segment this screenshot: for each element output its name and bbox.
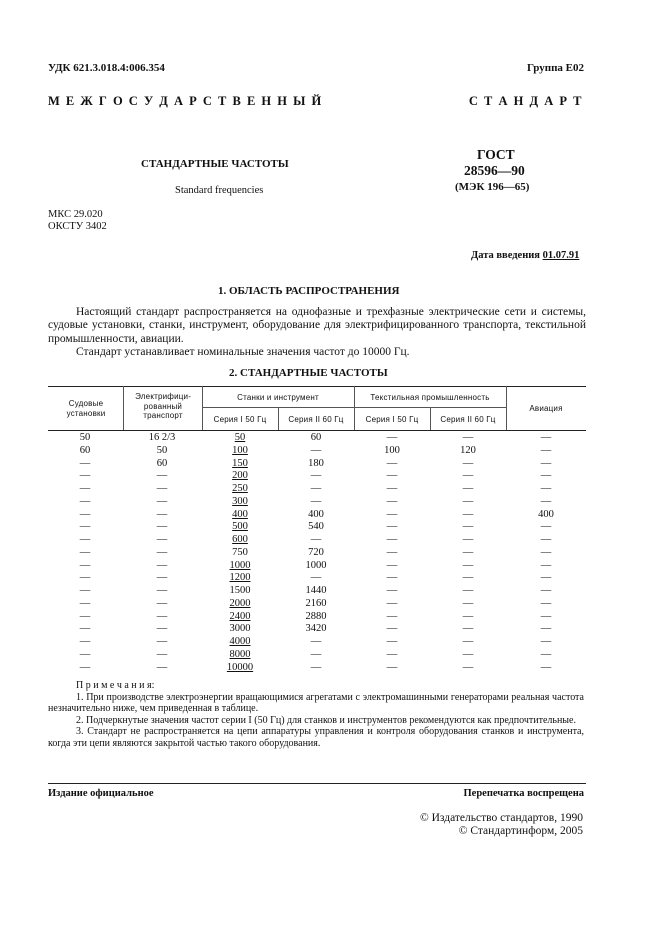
table-cell-r0-c1: 16 2/3 bbox=[148, 432, 176, 443]
table-cell-r4-c2: 250 bbox=[232, 483, 248, 494]
reprint-prohibited: Перепечатка воспрещена bbox=[463, 788, 584, 799]
notes-block bbox=[48, 680, 584, 750]
table-cell-r7-c4: — bbox=[386, 521, 398, 533]
table-cell-r15-c2: 3000 bbox=[229, 623, 251, 635]
table-cell-r18-c6: — bbox=[540, 661, 552, 673]
table-cell-r1-c6: — bbox=[540, 444, 552, 456]
table-cell-r11-c1: — bbox=[156, 572, 168, 584]
section2-heading: 2. СТАНДАРТНЫЕ ЧАСТОТЫ bbox=[229, 367, 388, 379]
table-cell-r12-c2: 1500 bbox=[229, 585, 251, 596]
table-cell-r8-c1: — bbox=[156, 534, 168, 545]
intro-date bbox=[471, 250, 579, 261]
table-cell-r11-c3: — bbox=[310, 572, 322, 584]
copyright-1990: © Издательство стандартов, 1990 bbox=[419, 812, 583, 824]
table-cell-r1-c2: 100 bbox=[232, 444, 248, 456]
table-cell-r10-c2: 1000 bbox=[229, 559, 251, 571]
table-cell-r8-c3: — bbox=[310, 534, 322, 545]
table-cell-r17-c2: 8000 bbox=[229, 648, 251, 660]
table-cell-r18-c4: — bbox=[386, 661, 398, 673]
table-cell-r9-c3: 720 bbox=[308, 546, 324, 558]
table-cell-r5-c0: — bbox=[79, 495, 91, 507]
table-cell-r2-c4: — bbox=[386, 457, 398, 469]
table-cell-r17-c6: — bbox=[540, 648, 552, 660]
header-textile-series2: Серия II 60 Гц bbox=[440, 415, 496, 424]
table-cell-r2-c6: — bbox=[540, 457, 552, 469]
table-cell-r8-c2: 600 bbox=[232, 534, 248, 545]
table-cell-r4-c0: — bbox=[79, 483, 91, 494]
table-cell-r4-c1: — bbox=[156, 483, 168, 494]
table-cell-r17-c0: — bbox=[79, 648, 91, 660]
section1-heading: 1. ОБЛАСТЬ РАСПРОСТРАНЕНИЯ bbox=[218, 285, 400, 297]
table-cell-r0-c5: — bbox=[462, 432, 474, 443]
table-cell-r14-c2: 2400 bbox=[229, 610, 251, 622]
table-cell-r5-c3: — bbox=[310, 495, 322, 507]
table-cell-r13-c1: — bbox=[156, 597, 168, 609]
mks-code: МКС 29.020 bbox=[48, 209, 103, 220]
table-cell-r9-c4: — bbox=[386, 546, 398, 558]
table-cell-r5-c4: — bbox=[386, 495, 398, 507]
table-cell-r0-c0: 50 bbox=[79, 432, 91, 443]
table-cell-r4-c4: — bbox=[386, 483, 398, 494]
gost-label: ГОСТ bbox=[477, 147, 515, 162]
table-cell-r18-c1: — bbox=[156, 661, 168, 673]
table-cell-r4-c6: — bbox=[540, 483, 552, 494]
header-tools-series2: Серия II 60 Гц bbox=[288, 415, 344, 424]
table-cell-r15-c5: — bbox=[462, 623, 474, 635]
table-cell-r3-c4: — bbox=[386, 470, 398, 482]
header-aviation: Авиация bbox=[529, 404, 563, 413]
table-cell-r15-c3: 3420 bbox=[305, 623, 327, 635]
table-cell-r1-c3: — bbox=[310, 444, 322, 456]
table-cell-r16-c1: — bbox=[156, 636, 168, 647]
table-cell-r16-c5: — bbox=[462, 636, 474, 647]
table-cell-r1-c4: 100 bbox=[384, 444, 400, 456]
table-cell-r9-c6: — bbox=[540, 546, 552, 558]
table-cell-r11-c4: — bbox=[386, 572, 398, 584]
header-tools-series1: Серия I 50 Гц bbox=[213, 415, 267, 424]
table-cell-r18-c3: — bbox=[310, 661, 322, 673]
table-cell-r12-c5: — bbox=[462, 585, 474, 596]
table-cell-r2-c1: 60 bbox=[156, 457, 168, 469]
table-cell-r1-c0: 60 bbox=[79, 444, 91, 456]
okstu-code: ОКСТУ 3402 bbox=[48, 221, 107, 232]
table-cell-r6-c6: 400 bbox=[538, 508, 554, 520]
table-cell-r14-c6: — bbox=[540, 610, 552, 622]
header-tools: Станки и инструмент bbox=[237, 393, 319, 402]
intro-date-label: Дата введения bbox=[471, 250, 540, 261]
document-title: СТАНДАРТНЫЕ ЧАСТОТЫ bbox=[141, 158, 289, 170]
table-cell-r3-c1: — bbox=[156, 470, 168, 482]
table-cell-r4-c3: — bbox=[310, 483, 322, 494]
notes-title: П р и м е ч а н и я: bbox=[76, 680, 155, 691]
table-cell-r14-c5: — bbox=[462, 610, 474, 622]
table-cell-r13-c3: 2160 bbox=[305, 597, 327, 609]
note-1: 1. При производстве электроэнергии вращающимися агрегатами с электромашинными генераторами реальная частота незначительно ниже, чем приведенная в таблице. bbox=[48, 691, 584, 715]
table-cell-r7-c2: 500 bbox=[232, 521, 248, 533]
note-2: 2. Подчеркнутые значения частот серии I (50 Гц) для станков и инструментов рекомендуются как предпочтительные. bbox=[76, 714, 576, 726]
table-cell-r3-c0: — bbox=[79, 470, 91, 482]
table-cell-r16-c6: — bbox=[540, 636, 552, 647]
note-3: 3. Стандарт не распространяется на цепи аппаратуры управления и контроля оборудования станков и инструмента, когда эти цепи являются закрытой частью такого оборудования. bbox=[48, 726, 584, 749]
section1-paragraph-1: Настоящий стандарт распространяется на однофазные и трехфазные электрические сети и системы, судовые установки, станки, инструмент, оборудование для электрифицированного транспорта, текстильной промышленности, авиации. bbox=[48, 306, 586, 345]
header-marine: Судовые установки bbox=[66, 399, 106, 418]
copyright-2005: © Стандартинформ, 2005 bbox=[458, 825, 583, 837]
table-cell-r6-c0: — bbox=[79, 508, 91, 520]
table-cell-r2-c3: 180 bbox=[308, 457, 324, 469]
table-cell-r15-c1: — bbox=[156, 623, 168, 635]
section1-body bbox=[48, 306, 586, 359]
table-cell-r5-c5: — bbox=[462, 495, 474, 507]
table-cell-r0-c6: — bbox=[540, 432, 552, 443]
document-title-english: Standard frequencies bbox=[175, 185, 264, 196]
table-cell-r9-c1: — bbox=[156, 546, 168, 558]
table-cell-r11-c2: 1200 bbox=[229, 572, 251, 584]
table-cell-r12-c6: — bbox=[540, 585, 552, 596]
table-cell-r3-c6: — bbox=[540, 470, 552, 482]
table-cell-r16-c3: — bbox=[310, 636, 322, 647]
table-cell-r7-c3: 540 bbox=[308, 521, 324, 533]
table-cell-r15-c0: — bbox=[79, 623, 91, 635]
table-cell-r17-c3: — bbox=[310, 648, 322, 660]
table-cell-r12-c4: — bbox=[386, 585, 398, 596]
table-cell-r12-c0: — bbox=[79, 585, 91, 596]
table-cell-r8-c5: — bbox=[462, 534, 474, 545]
table-cell-r6-c3: 400 bbox=[308, 508, 324, 520]
table-cell-r16-c2: 4000 bbox=[229, 636, 251, 647]
table-cell-r18-c2: 10000 bbox=[226, 661, 254, 673]
table-cell-r8-c4: — bbox=[386, 534, 398, 545]
table-cell-r3-c3: — bbox=[310, 470, 322, 482]
table-cell-r6-c5: — bbox=[462, 508, 474, 520]
table-cell-r15-c4: — bbox=[386, 623, 398, 635]
table-cell-r7-c1: — bbox=[156, 521, 168, 533]
table-cell-r2-c2: 150 bbox=[232, 457, 248, 469]
table-cell-r12-c1: — bbox=[156, 585, 168, 596]
table-cell-r5-c2: 300 bbox=[232, 495, 248, 507]
table-cell-r18-c5: — bbox=[462, 661, 474, 673]
standard-banner-right: С Т А Н Д А Р Т bbox=[468, 94, 583, 108]
table-cell-r11-c6: — bbox=[540, 572, 552, 584]
table-cell-r17-c1: — bbox=[156, 648, 168, 660]
table-cell-r10-c1: — bbox=[156, 559, 168, 571]
table-cell-r11-c0: — bbox=[79, 572, 91, 584]
table-cell-r13-c2: 2000 bbox=[229, 597, 251, 609]
table-cell-r14-c0: — bbox=[79, 610, 91, 622]
table-cell-r13-c0: — bbox=[79, 597, 91, 609]
group-code: Группа Е02 bbox=[526, 62, 584, 74]
table-cell-r13-c5: — bbox=[462, 597, 474, 609]
udk-code: УДК 621.3.018.4:006.354 bbox=[48, 62, 165, 74]
table-cell-r17-c4: — bbox=[386, 648, 398, 660]
header-textile-series1: Серия I 50 Гц bbox=[365, 415, 419, 424]
table-cell-r1-c1: 50 bbox=[156, 444, 168, 456]
table-cell-r16-c0: — bbox=[79, 636, 91, 647]
table-cell-r0-c4: — bbox=[386, 432, 398, 443]
table-cell-r16-c4: — bbox=[386, 636, 398, 647]
table-cell-r10-c6: — bbox=[540, 559, 552, 571]
table-cell-r3-c2: 200 bbox=[232, 470, 248, 482]
header-electric-transport: Электрифицированный транспорт bbox=[135, 392, 191, 420]
table-cell-r10-c4: — bbox=[386, 559, 398, 571]
standard-banner-left: М Е Ж Г О С У Д А Р С Т В Е Н Н Ы Й bbox=[48, 94, 323, 108]
table-cell-r15-c6: — bbox=[540, 623, 552, 635]
table-cell-r6-c1: — bbox=[156, 508, 168, 520]
table-cell-r7-c5: — bbox=[462, 521, 474, 533]
table-cell-r13-c6: — bbox=[540, 597, 552, 609]
table-cell-r8-c0: — bbox=[79, 534, 91, 545]
table-cell-r6-c4: — bbox=[386, 508, 398, 520]
table-cell-r14-c4: — bbox=[386, 610, 398, 622]
table-cell-r3-c5: — bbox=[462, 470, 474, 482]
table-cell-r0-c3: 60 bbox=[310, 432, 322, 443]
table-cell-r10-c3: 1000 bbox=[305, 559, 327, 571]
table-cell-r2-c0: — bbox=[79, 457, 91, 469]
table-cell-r5-c1: — bbox=[156, 495, 168, 507]
table-cell-r14-c3: 2880 bbox=[305, 610, 327, 622]
table-cell-r9-c0: — bbox=[79, 546, 91, 558]
table-cell-r10-c0: — bbox=[79, 559, 91, 571]
table-cell-r5-c6: — bbox=[540, 495, 552, 507]
table-cell-r1-c5: 120 bbox=[460, 444, 476, 456]
iec-reference: (МЭК 196—65) bbox=[455, 181, 530, 193]
table-cell-r9-c5: — bbox=[462, 546, 474, 558]
table-cell-r2-c5: — bbox=[462, 457, 474, 469]
table-cell-r7-c6: — bbox=[540, 521, 552, 533]
table-cell-r17-c5: — bbox=[462, 648, 474, 660]
table-cell-r12-c3: 1440 bbox=[305, 585, 327, 596]
table-cell-r0-c2: 50 bbox=[234, 432, 246, 443]
table-cell-r18-c0: — bbox=[79, 661, 91, 673]
table-cell-r4-c5: — bbox=[462, 483, 474, 494]
table-cell-r11-c5: — bbox=[462, 572, 474, 584]
section1-paragraph-2: Стандарт устанавливает номинальные значения частот до 10000 Гц. bbox=[76, 345, 410, 358]
table-cell-r10-c5: — bbox=[462, 559, 474, 571]
official-edition: Издание официальное bbox=[48, 788, 154, 799]
intro-date-value: 01.07.91 bbox=[542, 250, 580, 261]
table-cell-r14-c1: — bbox=[156, 610, 168, 622]
header-textile: Текстильная промышленность bbox=[370, 393, 490, 402]
gost-number: 28596—90 bbox=[464, 163, 525, 178]
table-cell-r8-c6: — bbox=[540, 534, 552, 545]
table-cell-r7-c0: — bbox=[79, 521, 91, 533]
table-cell-r13-c4: — bbox=[386, 597, 398, 609]
table-cell-r6-c2: 400 bbox=[232, 508, 248, 520]
table-cell-r9-c2: 750 bbox=[232, 546, 248, 558]
